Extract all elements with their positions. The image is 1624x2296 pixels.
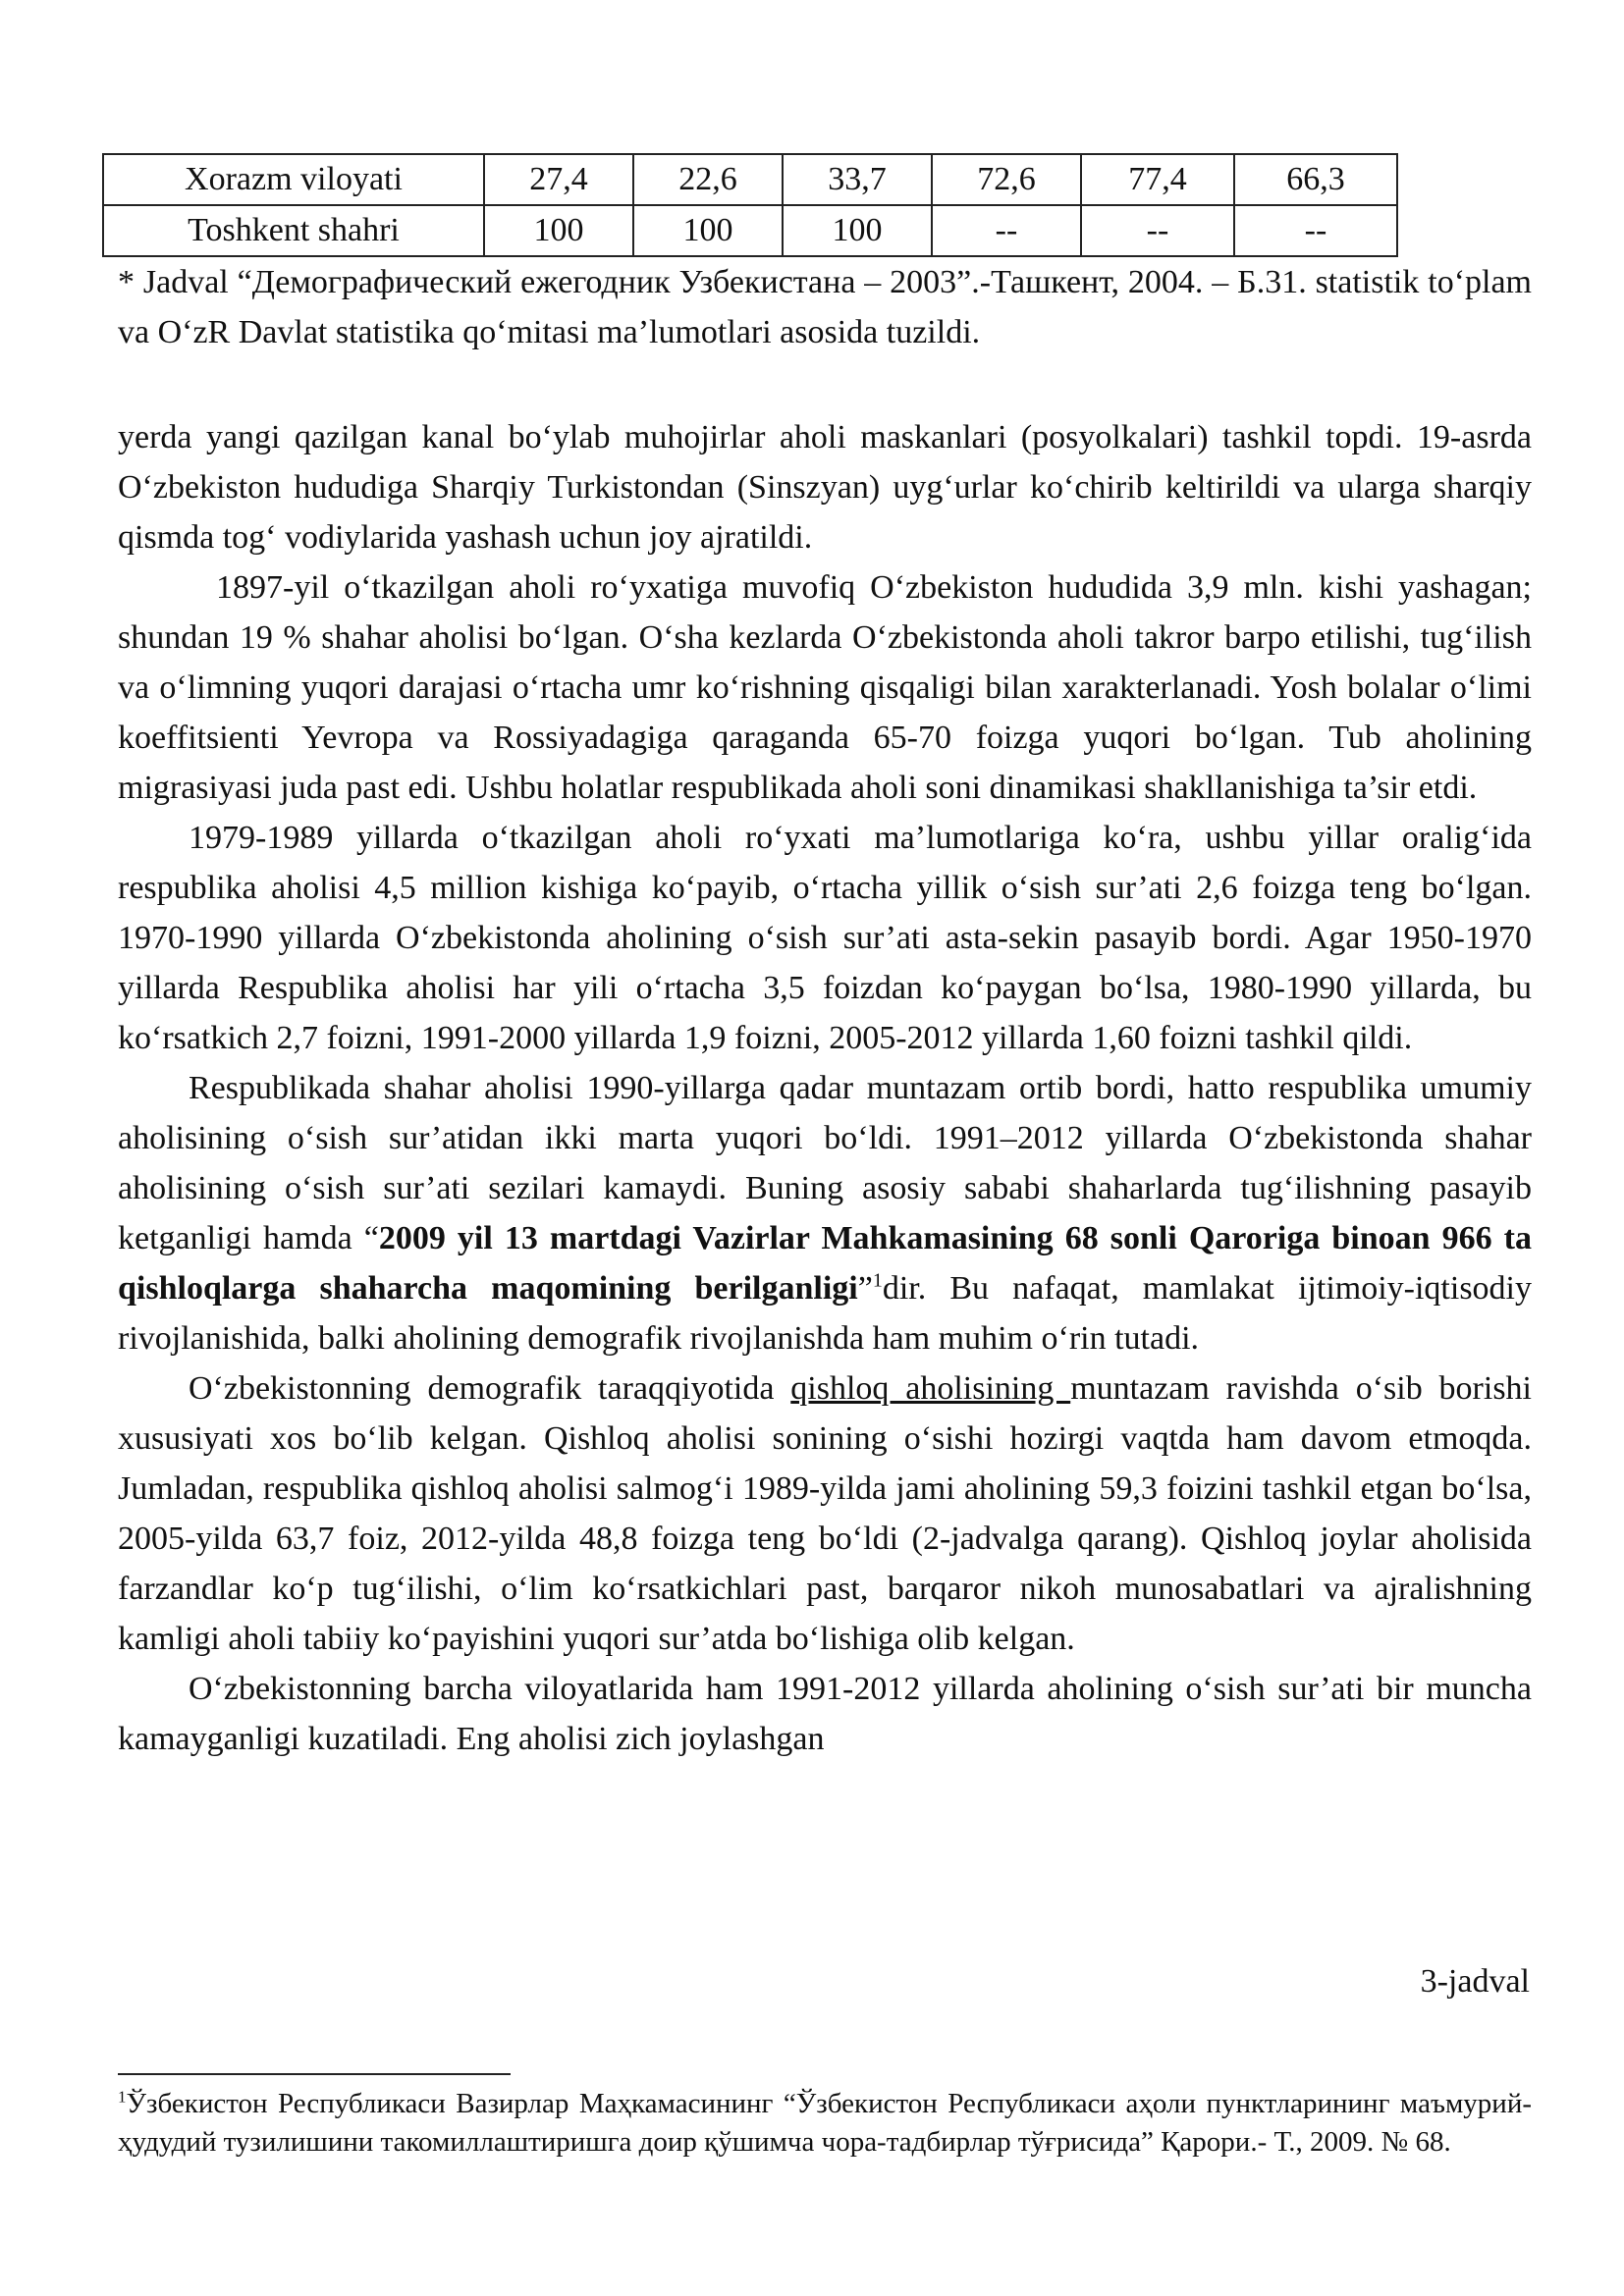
text-run: muntazam ravishda o‘sib borishi xususiyati xos bo‘lib kelgan. Qishloq aholisi sonining o‘sishi hozirgi vaqtda ham davom etmoqda. Jumladan, respublika qishloq aholisi salmog‘i 1989-yilda jami aholining 59,3 foizini tashkil etgan bo‘lsa, 2005-yilda 63,7 foiz, 2012-yilda 48,8 foizga teng bo‘ldi (2-jadvalga qarang). Qishloq joylar aholisida farzandlar ko‘p tug‘ilishi, o‘lim ko‘rsatkichlari past, barqaror nikoh munosabatlari va ajralishning kamligi aholi tabiiy ko‘payishini yuqori sur’atda bo‘lishiga olib kelgan. bbox=[118, 1370, 1533, 1657]
paragraph: 1897-yil o‘tkazilgan aholi ro‘yxatiga muvofiq O‘zbekiston hududida 3,9 mln. kishi yashagan; shundan 19 % shahar aholisi bo‘lgan. O‘sha kezlarda O‘zbekistonda aholi takror barpo etilishi, tug‘ilish va o‘limning yuqori darajasi o‘rtacha umr ko‘rishning qisqaligi bilan xarakterlanadi. Yosh bolalar o‘limi koeffitsienti Yevropa va Rossiyadagiga qaraganda 65-70 foizga yuqori bo‘lgan. Tub aholining migrasiyasi juda past edi. Ushbu holatlar respublikada aholi soni dinamikasi shakllanishiga ta’sir etdi. bbox=[118, 569, 1532, 806]
footnote bbox=[118, 2085, 1532, 2162]
table-cell-region: Xorazm viloyati bbox=[103, 154, 484, 205]
text-run: dir. Bu nafaqat, mamlakat ijtimoiy-iqtisodiy rivojlanishida, balki aholining demografik rivojlanishda ham muhim o‘rin tutadi. bbox=[118, 1270, 1533, 1357]
data-table-fragment bbox=[102, 153, 1398, 257]
paragraph bbox=[118, 1363, 1532, 1664]
paragraph: yerda yangi qazilgan kanal bo‘ylab muhojirlar aholi maskanlari (posyolkalari) tashkil topdi. 19-asrda O‘zbekiston hududiga Sharqiy Turkistondan (Sinszyan) uyg‘urlar ko‘chirib keltirildi va ularga sharqiy qismda tog‘ vodiylarida yashash uchun joy ajratildi. bbox=[118, 419, 1532, 556]
table-cell: 100 bbox=[633, 205, 783, 256]
table-cell: 72,6 bbox=[932, 154, 1081, 205]
paragraph: O‘zbekistonning barcha viloyatlarida ham 1991-2012 yillarda aholining o‘sish sur’ati bir muncha kamayganligi kuzatiladi. Eng aholisi zich joylashgan bbox=[118, 1671, 1532, 1757]
footnote-reference[interactable]: 1 bbox=[872, 1269, 883, 1292]
table-cell: 66,3 bbox=[1234, 154, 1397, 205]
table-cell: -- bbox=[1234, 205, 1397, 256]
underlined-text-run: qishloq aholisining bbox=[790, 1370, 1071, 1407]
bold-text-run: 2009 yil 13 martdagi Vazirlar Mahkamasining 68 sonli Qaroriga binoan 966 ta qishloqlarga shaharcha maqomining berilganligi bbox=[118, 1220, 1533, 1307]
paragraph: 1979-1989 yillarda o‘tkazilgan aholi ro‘yxati ma’lumotlariga ko‘ra, ushbu yillar oralig‘ida respublika aholisi 4,5 million kishiga ko‘payib, o‘rtacha yillik o‘sish sur’ati 2,6 foizga teng bo‘lgan. 1970-1990 yillarda O‘zbekistonda aholining o‘sish sur’ati asta-sekin pasayib bordi. Agar 1950-1970 yillarda Respublika aholisi har yili o‘rtacha 3,5 foizdan ko‘paygan bo‘lsa, 1980-1990 yillarda, bu ko‘rsatkich 2,7 foizni, 1991-2000 yillarda 1,9 foizni, 2005-2012 yillarda 1,60 foizni tashkil qildi. bbox=[118, 820, 1532, 1056]
footnote-text: Ўзбекистон Республикаси Вазирлар Маҳкамасининг “Ўзбекистон Республикаси аҳоли пунктларининг маъмурий-ҳудудий тузилишини такомиллаштиришга доир қўшимча чора-тадбирлар тўғрисида” Қарори.- Т., 2009. № 68. bbox=[118, 2088, 1532, 2158]
text-run: O‘zbekistonning demografik taraqqiyotida bbox=[189, 1370, 791, 1407]
table-row bbox=[103, 154, 1397, 205]
text-run: ” bbox=[857, 1270, 873, 1307]
text-run: Respublikada shahar aholisi 1990-yillarga qadar muntazam ortib bordi, hatto respublika umumiy aholisining o‘sish sur’atidan ikki marta yuqori bo‘ldi. 1991–2012 yillarda O‘zbekistonda shahar aholisining o‘sish sur’ati sezilari kamaydi. Buning asosiy sababi shaharlarda tug‘ilishning pasayib ketganligi hamda “ bbox=[118, 1070, 1532, 1256]
table-caption: 3-jadval bbox=[1420, 1963, 1530, 2000]
table-row bbox=[103, 205, 1397, 256]
table-cell: 22,6 bbox=[633, 154, 783, 205]
table-cell-region: Toshkent shahri bbox=[103, 205, 484, 256]
table-cell: 100 bbox=[484, 205, 633, 256]
table-source-note: * Jadval “Демографический ежегодник Узбекистана – 2003”.-Ташкент, 2004. – Б.31. statistik to‘plam va O‘zR Davlat statistika qo‘mitasi ma’lumotlari asosida tuzildi. bbox=[118, 264, 1532, 350]
table-cell: 100 bbox=[783, 205, 932, 256]
body-text bbox=[118, 412, 1532, 1764]
table-cell: 27,4 bbox=[484, 154, 633, 205]
paragraph bbox=[118, 1063, 1532, 1363]
table-cell: 33,7 bbox=[783, 154, 932, 205]
footnote-separator bbox=[118, 2073, 511, 2075]
footnote-mark: 1 bbox=[118, 2087, 127, 2107]
table-cell: 77,4 bbox=[1081, 154, 1234, 205]
table-cell: -- bbox=[932, 205, 1081, 256]
table-cell: -- bbox=[1081, 205, 1234, 256]
